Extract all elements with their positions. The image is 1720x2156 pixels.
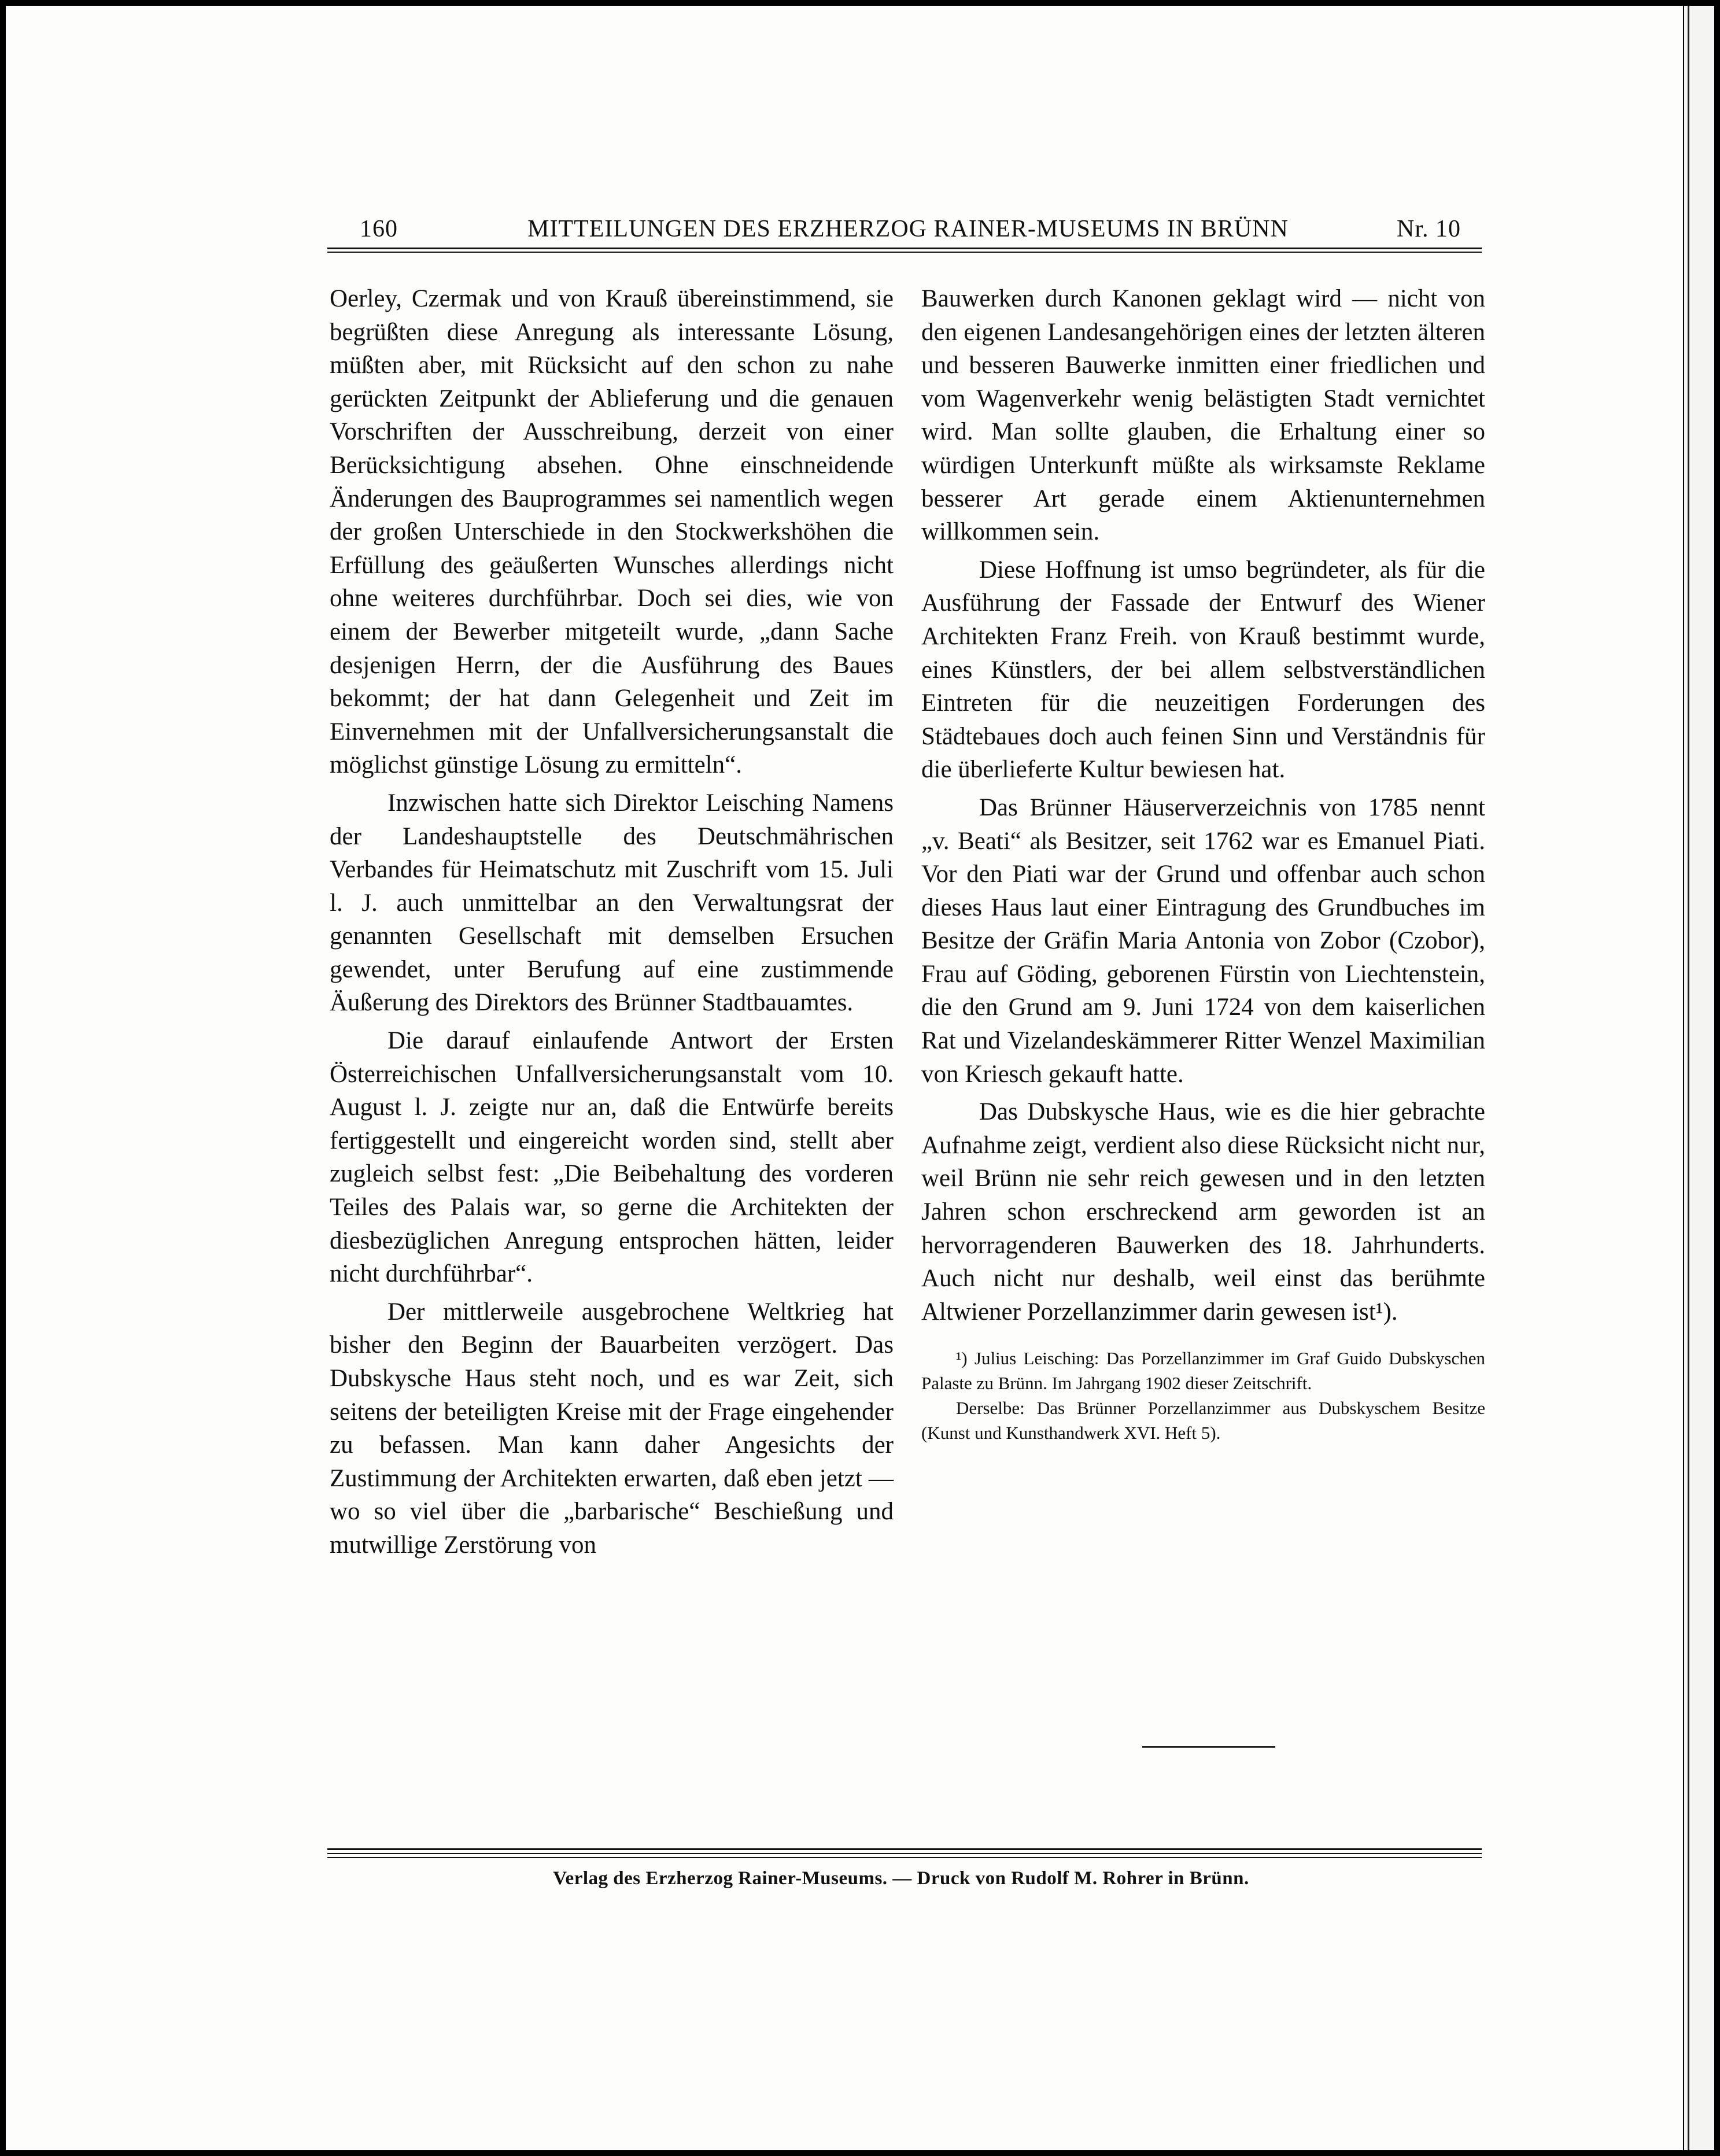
- footer-rule: [327, 1848, 1482, 1850]
- paragraph: Oerley, Czermak und von Krauß übereinstimmend, sie begrüßten diese Anregung als interessante Lösung, müßten aber, mit Rücksicht auf den schon zu nahe gerückten Zeitpunkt der Ablieferung und die genauen Vorschriften der Ausschreibung, derzeit von einer Berücksichtigung absehen. Ohne einschneidende Änderungen des Bauprogrammes sei namentlich wegen der großen Unterschiede in den Stockwerkshöhen die Erfüllung des geäußerten Wunsches allerdings nicht ohne weiteres durchführbar. Doch sei dies, wie von einem der Bewerber mitgeteilt wurde, „dann Sache desjenigen Herrn, der die Ausführung des Baues bekommt; der hat dann Gelegenheit und Zeit im Einvernehmen mit der Unfallversicherungsanstalt die möglichst günstige Lösung zu ermitteln“.: [330, 285, 894, 779]
- running-head: [324, 215, 1478, 250]
- footnote: Derselbe: Das Brünner Porzellanzimmer aus Dubskyschem Besitze (Kunst und Kunsthandwerk XVI. Heft 5).: [921, 1398, 1485, 1444]
- paragraph: Diese Hoffnung ist umso begründeter, als für die Ausführung der Fassade der Entwurf des Wiener Architekten Franz Freih. von Krauß bestimmt wurde, eines Künstlers, der bei allem selbstverständlichen Eintreten für die neuzeitigen Forderungen des Städtebaues doch auch feinen Sinn und Verständnis für die überlieferte Kultur bewiesen hat.: [921, 556, 1485, 784]
- header-rule: [327, 248, 1482, 249]
- page-edge: [1684, 6, 1714, 2150]
- right-column: [921, 282, 1485, 1445]
- issue-number: Nr. 10: [1397, 216, 1461, 242]
- footnotes: [921, 1346, 1485, 1445]
- paragraph: Der mittlerweile ausgebrochene Weltkrieg hat bisher den Beginn der Bauarbeiten verzögert. Das Dubskysche Haus steht noch, und es war Zeit, sich seitens der beteiligten Kreise mit der Frage eingehender zu befassen. Man kann daher Angesichts der Zustimmung der Architekten erwarten, daß eben jetzt — wo so viel über die „barbarische“ Beschießung und mutwillige Zerstörung von: [330, 1298, 894, 1559]
- page-number: 160: [360, 216, 398, 242]
- paragraph: Bauwerken durch Kanonen geklagt wird — nicht von den eigenen Landesangehörigen eines der letzten älteren und besseren Bauwerke inmitten einer friedlichen und vom Wagenverkehr wenig belästigten Stadt vernichtet wird. Man sollte glauben, die Erhaltung einer so würdigen Unterkunft müßte als wirksamste Reklame besserer Art gerade einem Aktienunternehmen willkommen sein.: [921, 285, 1485, 546]
- paragraph: Das Dubskysche Haus, wie es die hier gebrachte Aufnahme zeigt, verdient also diese Rücksicht nicht nur, weil Brünn nie sehr reich gewesen und in den letzten Jahren schon erschreckend arm geworden ist an hervorragenderen Bauwerken des 18. Jahrhunderts. Auch nicht nur deshalb, weil einst das berühmte Altwiener Porzellanzimmer darin gewesen ist¹).: [921, 1098, 1485, 1326]
- imprint: Verlag des Erzherzog Rainer-Museums. — Druck von Rudolf M. Rohrer in Brünn.: [553, 1868, 1249, 1889]
- left-column: [330, 282, 894, 1562]
- paragraph: Inzwischen hatte sich Direktor Leisching Namens der Landeshauptstelle des Deutschmährischen Verbandes für Heimatschutz mit Zuschrift vom 15. Juli l. J. auch unmittelbar an den Verwaltungsrat der genannten Gesellschaft mit demselben Ersuchen gewendet, unter Berufung auf eine zustimmende Äußerung des Direktors des Brünner Stadtbauamtes.: [330, 789, 894, 1017]
- section-end-rule: [1142, 1746, 1275, 1748]
- paragraph: Die darauf einlaufende Antwort der Ersten Österreichischen Unfallversicherungsanstalt vom 10. August l. J. zeigte nur an, daß die Entwürfe bereits fertiggestellt und eingereicht worden sind, stellt aber zugleich selbst fest: „Die Beibehaltung des vorderen Teiles des Palais war, so gerne die Architekten der diesbezüglichen Anregung entsprochen hätten, leider nicht durchführbar“.: [330, 1027, 894, 1288]
- footer-rule-thin: [327, 1857, 1482, 1858]
- footnote: ¹) Julius Leisching: Das Porzellanzimmer im Graf Guido Dubskyschen Palaste zu Brünn. Im Jahrgang 1902 dieser Zeitschrift.: [921, 1348, 1485, 1394]
- paragraph: Das Brünner Häuserverzeichnis von 1785 nennt „v. Beati“ als Besitzer, seit 1762 war es Emanuel Piati. Vor den Piati war der Grund und offenbar auch schon dieses Haus laut einer Eintragung des Grundbuches im Besitze der Gräfin Maria Antonia von Zobor (Czobor), Frau auf Göding, geborenen Fürstin von Liechtenstein, die den Grund am 9. Juni 1724 von dem kaiserlichen Rat und Vizelandeskämmerer Ritter Wenzel Maximilian von Kriesch gekauft hatte.: [921, 793, 1485, 1088]
- journal-title: MITTEILUNGEN DES ERZHERZOG RAINER-MUSEUMS IN BRÜNN: [527, 216, 1289, 242]
- footer-rule-thin: [327, 1853, 1482, 1854]
- header-rule-thin: [327, 252, 1482, 253]
